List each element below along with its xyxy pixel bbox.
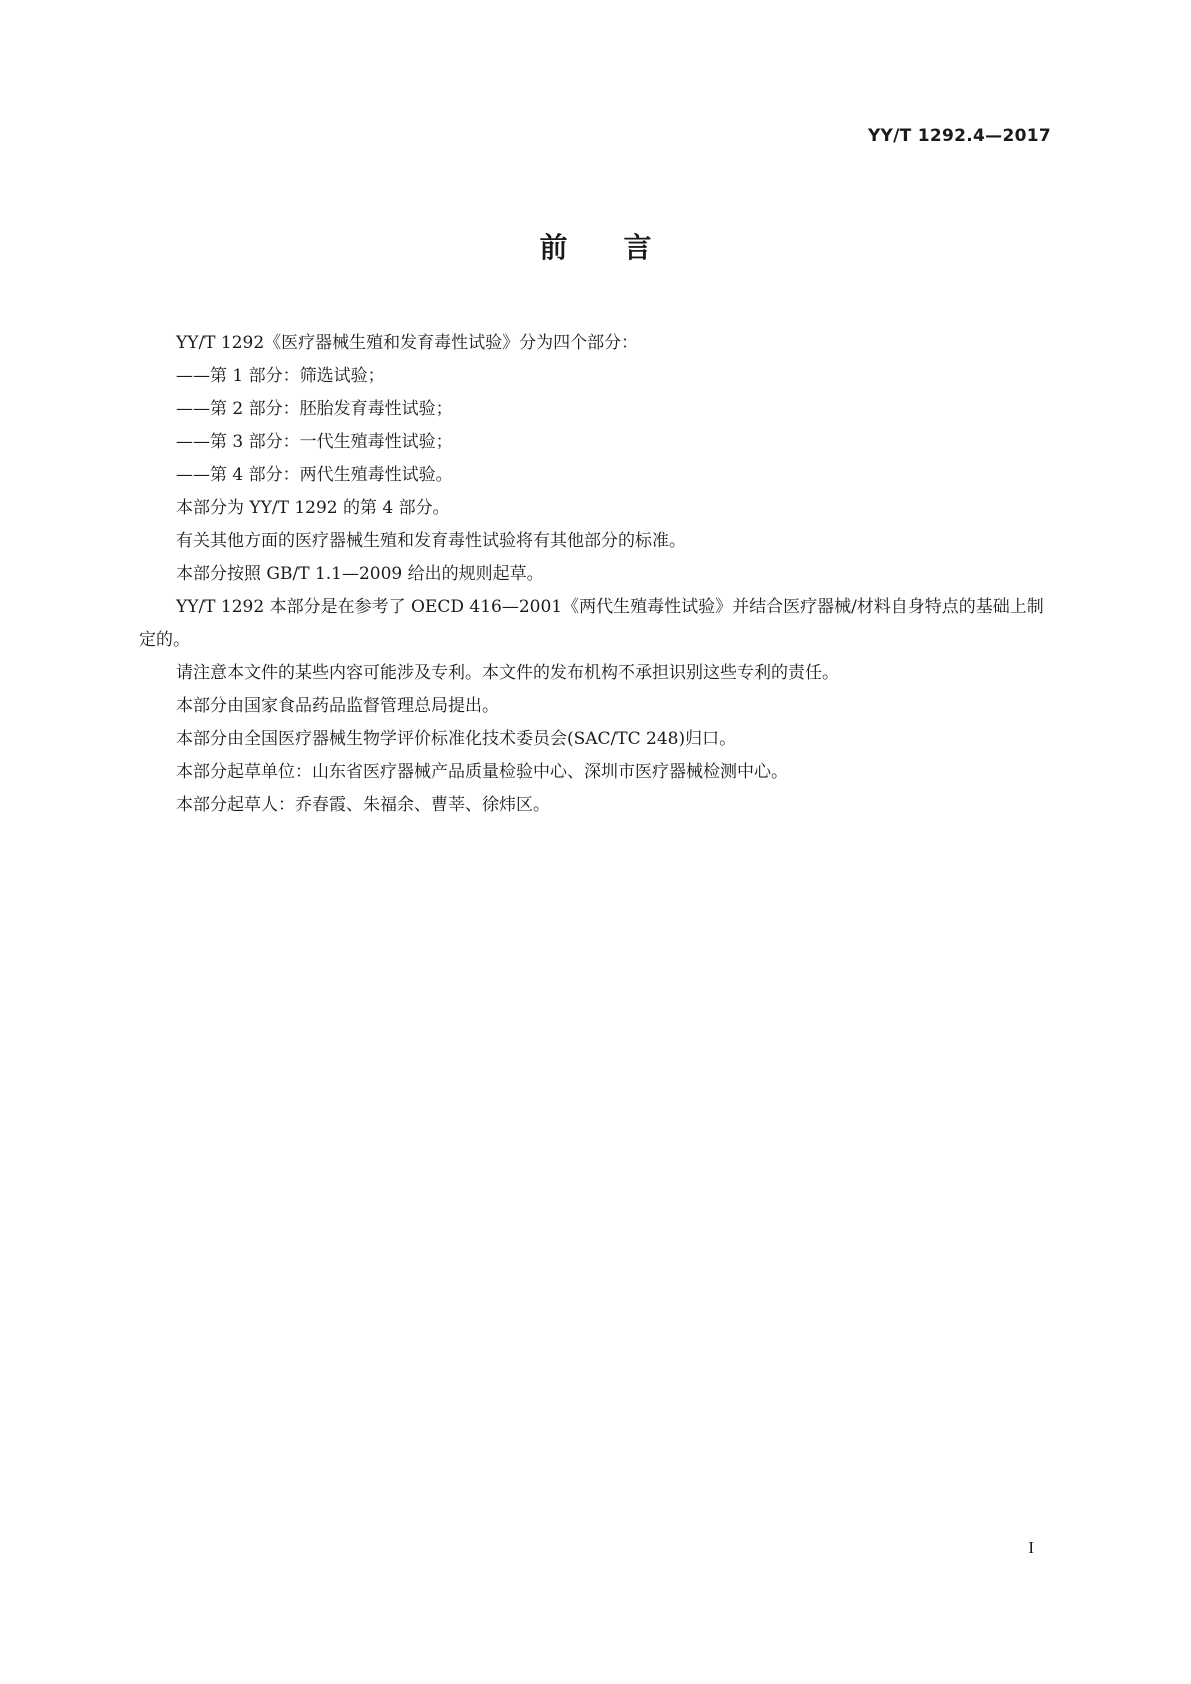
paragraph-part-scope: 本部分为 YY/T 1292 的第 4 部分。 <box>176 498 450 518</box>
list-item-part-4: ——第 4 部分：两代生殖毒性试验。 <box>176 465 453 485</box>
paragraph-drafters: 本部分起草人：乔春霞、朱福余、曹莘、徐炜区。 <box>176 795 550 815</box>
page-title: 前言 <box>539 231 708 264</box>
paragraph-other-parts: 有关其他方面的医疗器械生殖和发育毒性试验将有其他部分的标准。 <box>176 531 686 551</box>
foreword-body <box>139 327 1051 822</box>
list-item-part-1: ——第 1 部分：筛选试验； <box>176 366 385 386</box>
standard-number: YY/T 1292.4—2017 <box>867 126 1051 146</box>
paragraph-reference: YY/T 1292 本部分是在参考了 OECD 416—2001《两代生殖毒性试验》并结合医疗器械/材料自身特点的基础上制定的。 <box>139 597 1044 650</box>
paragraph-centralized-by: 本部分由全国医疗器械生物学评价标准化技术委员会(SAC/TC 248)归口。 <box>176 729 737 749</box>
page-number: I <box>1028 1538 1034 1557</box>
list-item-part-2: ——第 2 部分：胚胎发育毒性试验； <box>176 399 453 419</box>
paragraph-patent-notice: 请注意本文件的某些内容可能涉及专利。本文件的发布机构不承担识别这些专利的责任。 <box>176 663 839 683</box>
paragraph-intro: YY/T 1292《医疗器械生殖和发育毒性试验》分为四个部分： <box>176 333 639 353</box>
paragraph-proposed-by: 本部分由国家食品药品监督管理总局提出。 <box>176 696 499 716</box>
paragraph-drafting-units: 本部分起草单位：山东省医疗器械产品质量检验中心、深圳市医疗器械检测中心。 <box>176 762 788 782</box>
paragraph-drafting-rules: 本部分按照 GB/T 1.1—2009 给出的规则起草。 <box>176 564 544 584</box>
list-item-part-3: ——第 3 部分：一代生殖毒性试验； <box>176 432 453 452</box>
